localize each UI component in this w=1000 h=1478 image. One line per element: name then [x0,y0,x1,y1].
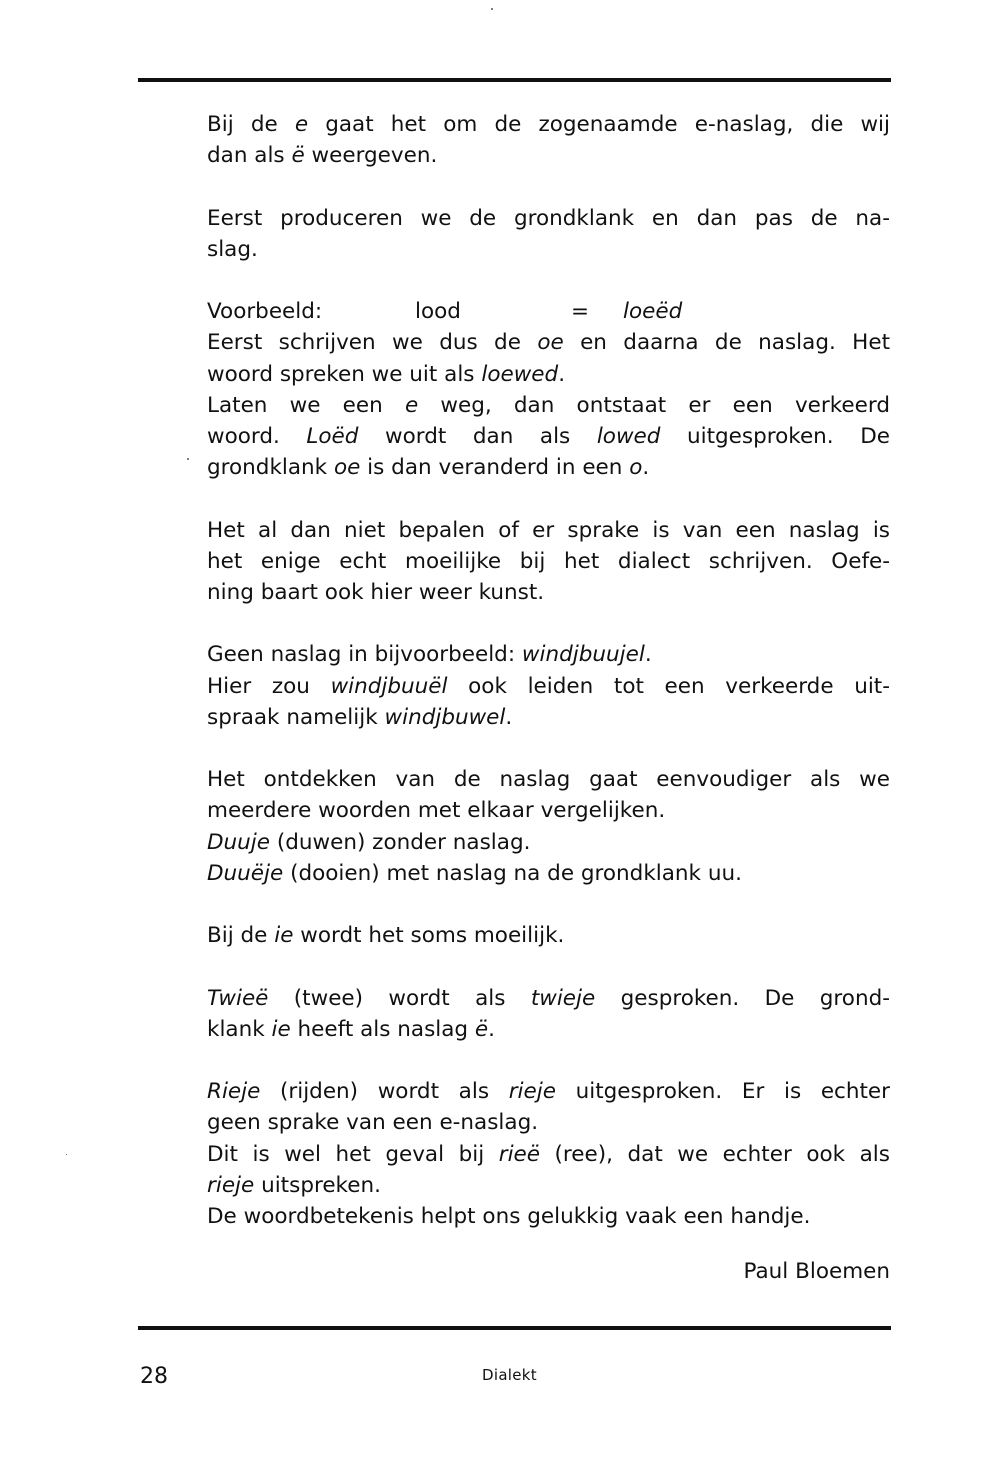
example-row [207,296,890,327]
text-run: woord spreken we uit als [207,361,482,387]
text-run: . [558,361,566,387]
text-run: De woordbetekenis helpt ons gelukkig vaak een handje. [207,1203,811,1229]
text-line [207,452,890,483]
italic-term: lowed [596,424,661,449]
paragraph [207,920,890,951]
text-line [207,421,890,452]
example-label: Voorbeeld: [207,299,323,325]
text-run: . [488,1016,495,1042]
text-run: (duwen) zonder naslag. [270,829,531,855]
italic-term: windjbuuël [330,673,448,699]
text-line [207,983,890,1014]
text-line [207,827,890,858]
text-run: uitspreken. [254,1172,381,1198]
italic-term: ë [474,1016,489,1042]
italic-term: twieje [530,985,596,1011]
text-run: (dooien) met naslag na de grondklank uu. [283,860,742,886]
page-number: 28 [140,1364,168,1389]
italic-term: Duuje [207,829,271,855]
text-line [207,390,890,421]
italic-term: e [294,112,309,137]
text-run: grondklank [207,455,334,481]
italic-term: rieë [498,1141,541,1167]
text-line [207,1107,890,1138]
text-run: ook leiden tot een verkeerde uit- [447,673,890,699]
text-run: Eerst schrijven we dus de [207,330,538,356]
text-run: het enige echt moeilijke bij het dialect schrijven. Oefe- [207,548,890,574]
paragraph [207,296,890,483]
text-run: wordt het soms moeilijk. [293,923,565,949]
text-line [207,764,890,795]
italic-term: windjbuujel [521,642,645,668]
text-run: gesproken. De grond- [595,985,890,1011]
example-dialect: loeëd [623,299,683,325]
paragraph [207,639,890,733]
example-equals: = [571,299,590,325]
text-line [207,1170,890,1201]
italic-term: ie [271,1016,291,1042]
text-run: en daarna de naslag. Het [563,330,890,356]
text-run: . [644,642,652,668]
text-run: Hier zou [207,673,331,699]
paragraph [207,983,890,1045]
top-rule [138,78,891,82]
scan-speck [187,458,189,460]
italic-term: oe [537,330,564,356]
italic-term: Duuëje [207,860,284,886]
text-line [207,920,890,951]
text-run: . [642,455,650,481]
text-line [207,140,890,171]
text-run: . [505,704,513,730]
text-run: Bij de [207,923,275,949]
paragraph [207,1076,890,1232]
text-line [207,639,890,670]
running-title: Dialekt [482,1366,537,1384]
text-run: woord. [207,424,307,449]
text-line [207,671,890,702]
italic-term: rieje [207,1172,255,1198]
text-line [207,702,890,733]
text-run: spraak namelijk [207,704,385,730]
example-word: lood [415,299,461,325]
text-line [207,203,890,234]
text-run: is dan veranderd in een [360,455,630,481]
text-line [207,1139,890,1170]
text-run: weg, dan ontstaat er een verkeerd [418,392,890,418]
italic-term: Rieje [207,1079,261,1105]
author-signature: Paul Bloemen [743,1259,890,1284]
italic-term: e [404,392,419,418]
italic-term: loewed [481,361,559,387]
paragraph [207,764,890,889]
text-line [207,577,890,608]
text-line [207,1201,890,1232]
text-line [207,109,890,140]
text-run: geen sprake van een e-naslag. [207,1110,539,1136]
text-run: Geen naslag in bijvoorbeeld: [207,642,522,668]
paragraph [207,515,890,609]
text-run: Het al dan niet bepalen of er sprake is van een naslag is [207,517,890,543]
text-run: weergeven. [304,143,438,169]
text-run: wordt dan als [358,424,597,449]
text-line [207,359,890,390]
text-run: Laten we een [207,392,405,418]
italic-term: o [629,455,643,481]
text-run: heeft als naslag [290,1016,475,1042]
text-run: Het ontdekken van de naslag gaat eenvoudiger als we [207,767,890,793]
text-run: slag. [207,236,258,262]
text-run: meerdere woorden met elkaar vergelijken. [207,798,666,824]
text-run: uitgesproken. Er is echter [555,1079,890,1105]
text-run: (rijden) wordt als [260,1079,509,1105]
text-run: klank [207,1016,272,1042]
text-line [207,515,890,546]
text-line [207,858,890,889]
italic-term: ë [291,143,305,169]
italic-term: oe [333,455,361,481]
text-run: uitgesproken. De [660,424,891,449]
text-run: dan als [207,143,292,169]
text-line [207,1014,890,1045]
text-line [207,234,890,265]
text-line [207,546,890,577]
text-run: (twee) wordt als [268,985,531,1011]
italic-term: Twieë [207,985,269,1011]
scan-speck [491,8,493,10]
italic-term: ie [274,923,294,949]
text-run: Dit is wel het geval bij [207,1141,499,1167]
italic-term: Loëd [306,424,359,449]
paragraph [207,203,890,265]
paragraph [207,109,890,171]
text-run: Bij de [207,112,295,137]
text-run: Eerst produceren we de grondklank en dan pas de na- [207,205,890,231]
text-run: ning baart ook hier weer kunst. [207,580,545,605]
text-run: gaat het om de zogenaamde e-naslag, die wij [308,112,890,137]
text-line [207,795,890,826]
text-line [207,1076,890,1107]
italic-term: rieje [508,1079,556,1105]
text-line [207,327,890,358]
article-body [207,109,890,1232]
text-run: (ree), dat we echter ook als [540,1141,890,1167]
bottom-rule [138,1326,891,1330]
scan-speck [66,1154,67,1155]
italic-term: windjbuwel [384,704,506,730]
